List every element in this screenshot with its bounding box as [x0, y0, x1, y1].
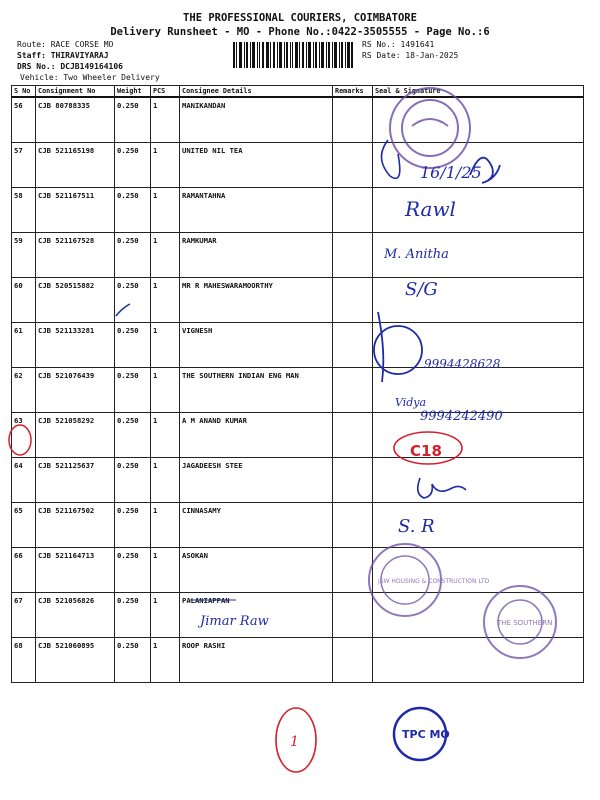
tpc-stamp-text: TPC MO: [402, 728, 450, 741]
cell-pcs: 1: [151, 143, 180, 188]
cell-sno: 62: [12, 368, 36, 413]
cell-seal-signature: [373, 97, 584, 143]
vehicle-line: [20, 73, 160, 82]
cell-seal-signature: [373, 503, 584, 548]
cell-remarks: [333, 278, 373, 323]
route-line: [17, 40, 113, 49]
cell-consignee: ROOP RASHI: [180, 638, 333, 683]
cell-weight: 0.250: [115, 548, 151, 593]
cell-remarks: [333, 323, 373, 368]
cell-sno: 61: [12, 323, 36, 368]
table-row: [12, 458, 584, 503]
vehicle-label: Vehicle:: [20, 73, 59, 82]
staff-label: Staff:: [17, 51, 46, 60]
cell-consignment: CJB 521164713: [36, 548, 115, 593]
cell-pcs: 1: [151, 233, 180, 278]
runsheet-subtitle: Delivery Runsheet - MO - Phone No.:0422-3505555 - Page No.:6: [110, 26, 490, 38]
cell-consignment: CJB 521167511: [36, 188, 115, 233]
cell-weight: 0.250: [115, 458, 151, 503]
col-header-seal: Seal & Signature: [373, 86, 584, 98]
cell-remarks: [333, 233, 373, 278]
table-row: [12, 233, 584, 278]
cell-sno: 60: [12, 278, 36, 323]
cell-consignment: CJB 521058292: [36, 413, 115, 458]
cell-pcs: 1: [151, 278, 180, 323]
cell-remarks: [333, 548, 373, 593]
cell-weight: 0.250: [115, 368, 151, 413]
cell-pcs: 1: [151, 97, 180, 143]
cell-remarks: [333, 143, 373, 188]
vehicle-value: Two Wheeler Delivery: [63, 73, 160, 82]
cell-weight: 0.250: [115, 638, 151, 683]
table-row: [12, 413, 584, 458]
table-row: [12, 638, 584, 683]
row60-signature: S/G: [405, 279, 438, 300]
table-row: [12, 368, 584, 413]
cell-seal-signature: [373, 458, 584, 503]
cell-remarks: [333, 188, 373, 233]
stamp-southern-text: THE SOUTHERN: [497, 619, 553, 627]
cell-pcs: 1: [151, 548, 180, 593]
cell-weight: 0.250: [115, 97, 151, 143]
cell-seal-signature: [373, 233, 584, 278]
table-row: [12, 143, 584, 188]
cell-consignee: CINNASAMY: [180, 503, 333, 548]
rs-date-value: 18-Jan-2025: [405, 51, 459, 60]
cell-consignment: CJB 521056826: [36, 593, 115, 638]
drs-label: DRS No.:: [17, 62, 56, 71]
cell-consignment: CJB 521167502: [36, 503, 115, 548]
row68-handwritten-name: Jimar Raw: [200, 614, 269, 629]
cell-consignment: CJB 521060895: [36, 638, 115, 683]
cell-consignment: CJB 520515882: [36, 278, 115, 323]
col-header-pcs: PCS: [151, 86, 180, 98]
cell-consignee: RAMKUMAR: [180, 233, 333, 278]
barcode: [233, 42, 353, 68]
cell-pcs: 1: [151, 503, 180, 548]
cell-consignment: CJB 521125637: [36, 458, 115, 503]
table-row: [12, 188, 584, 233]
cell-weight: 0.250: [115, 188, 151, 233]
staff-line: [17, 51, 109, 60]
cell-sno: 59: [12, 233, 36, 278]
cell-sno: 64: [12, 458, 36, 503]
bottom-red-oval: [276, 708, 316, 772]
cell-consignee: VIGNESH: [180, 323, 333, 368]
company-title: THE PROFESSIONAL COURIERS, COIMBATORE: [183, 12, 417, 24]
cell-seal-signature: [373, 278, 584, 323]
cell-sno: 58: [12, 188, 36, 233]
table-row: [12, 323, 584, 368]
cell-pcs: 1: [151, 368, 180, 413]
cell-remarks: [333, 503, 373, 548]
cell-consignee: UNITED NIL TEA: [180, 143, 333, 188]
runsheet-table: [11, 85, 584, 683]
cell-weight: 0.250: [115, 278, 151, 323]
staff-value: THIRAVIYARAJ: [50, 51, 109, 60]
cell-weight: 0.250: [115, 323, 151, 368]
bottom-red-mark: 1: [290, 734, 299, 750]
cell-pcs: 1: [151, 593, 180, 638]
stamp-housing-text: JSW HOUSING & CONSTRUCTION LTD: [378, 578, 490, 585]
cell-seal-signature: [373, 413, 584, 458]
route-label: Route:: [17, 40, 46, 49]
cell-weight: 0.250: [115, 413, 151, 458]
cell-sno: 65: [12, 503, 36, 548]
cell-weight: 0.250: [115, 233, 151, 278]
col-header-remarks: Remarks: [333, 86, 373, 98]
row64-stamp-text: C18: [410, 442, 442, 460]
cell-remarks: [333, 97, 373, 143]
table-row: [12, 503, 584, 548]
cell-remarks: [333, 593, 373, 638]
cell-seal-signature: [373, 593, 584, 638]
col-header-sno: S No: [12, 86, 36, 98]
cell-sno: 67: [12, 593, 36, 638]
cell-consignee: MANIKANDAN: [180, 97, 333, 143]
cell-pcs: 1: [151, 638, 180, 683]
col-header-consignee: Consignee Details: [180, 86, 333, 98]
cell-seal-signature: [373, 638, 584, 683]
table-row: [12, 97, 584, 143]
row63-phone: 9994242490: [420, 409, 503, 424]
table-row: [12, 278, 584, 323]
cell-remarks: [333, 413, 373, 458]
cell-consignment: CJB 521076439: [36, 368, 115, 413]
cell-remarks: [333, 638, 373, 683]
cell-consignee: PALANIAPPAN: [180, 593, 333, 638]
rs-no-value: 1491641: [400, 40, 435, 49]
cell-weight: 0.250: [115, 503, 151, 548]
cell-weight: 0.250: [115, 593, 151, 638]
cell-consignee: ASOKAN: [180, 548, 333, 593]
route-value: RACE CORSE MO: [50, 40, 114, 49]
cell-sno: 68: [12, 638, 36, 683]
cell-sno: 56: [12, 97, 36, 143]
cell-seal-signature: [373, 323, 584, 368]
rs-date-label: RS Date:: [362, 51, 401, 60]
rs-no-label: RS No.:: [362, 40, 396, 49]
row62-phone: 9994428628: [424, 357, 501, 371]
cell-seal-signature: [373, 143, 584, 188]
cell-seal-signature: [373, 368, 584, 413]
row59-name: M. Anitha: [384, 247, 449, 262]
row63-name: Vidya: [395, 396, 427, 409]
cell-sno: 63: [12, 413, 36, 458]
cell-sno: 66: [12, 548, 36, 593]
drs-value: DCJB149164106: [60, 62, 123, 71]
cell-consignee: RAMANTAHNA: [180, 188, 333, 233]
cell-pcs: 1: [151, 413, 180, 458]
cell-seal-signature: [373, 548, 584, 593]
table-row: [12, 548, 584, 593]
rs-date-line: [362, 51, 458, 60]
cell-pcs: 1: [151, 458, 180, 503]
cell-consignee: A M ANAND KUMAR: [180, 413, 333, 458]
cell-seal-signature: [373, 188, 584, 233]
cell-consignee: JAGADEESH STEE: [180, 458, 333, 503]
cell-sno: 57: [12, 143, 36, 188]
cell-consignment: CJB 80788335: [36, 97, 115, 143]
row57-date: 16/1/25: [420, 163, 482, 182]
tpc-mo-stamp: [394, 708, 450, 760]
cell-consignment: CJB 521165198: [36, 143, 115, 188]
table-header-row: [12, 86, 584, 98]
row66-signature: S. R: [398, 516, 435, 537]
cell-pcs: 1: [151, 323, 180, 368]
drs-line: [17, 62, 123, 71]
col-header-weight: Weight: [115, 86, 151, 98]
cell-remarks: [333, 368, 373, 413]
cell-consignment: CJB 521167528: [36, 233, 115, 278]
col-header-consignment: Consignment No: [36, 86, 115, 98]
rs-no-line: [362, 40, 434, 49]
cell-consignee: THE SOUTHERN INDIAN ENG MAN: [180, 368, 333, 413]
cell-remarks: [333, 458, 373, 503]
table-row: [12, 593, 584, 638]
cell-pcs: 1: [151, 188, 180, 233]
cell-consignee: MR R MAHESWARAMOORTHY: [180, 278, 333, 323]
row58-signature: Rawl: [405, 197, 456, 221]
cell-consignment: CJB 521133281: [36, 323, 115, 368]
cell-weight: 0.250: [115, 143, 151, 188]
